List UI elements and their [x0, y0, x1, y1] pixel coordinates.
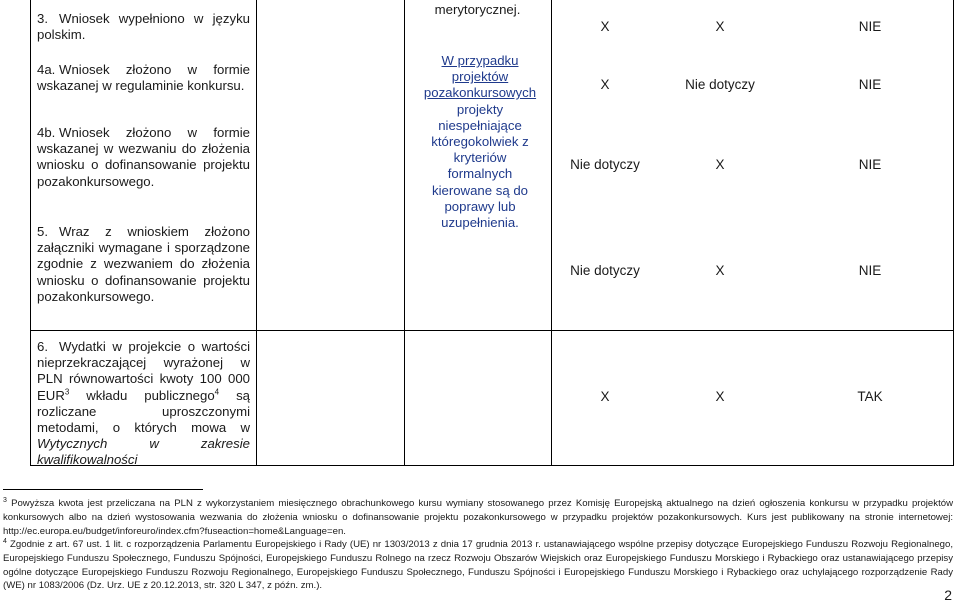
footnote-text: Zgodnie z art. 67 ust. 1 lit. c rozporządzenia Parlamentu Europejskiego i Rady (UE) nr 1303/2013 z dnia 17 grudnia 2013 r. ustanawiającego wspólne przepisy dotyczące Europejskiego Funduszu Rozwoju Regionalnego, Europejskiego Funduszu Społecznego, Funduszu Spójności, Europejskiego Funduszu Rolnego na rzecz Rozwoju Obszarów Wiejskich oraz Europejskiego Funduszu Morskiego i Rybackiego oraz ustanawiającego przepisy ogólne dotyczące Europejskiego Funduszu Rozwoju Regionalnego, Europejskiego Funduszu Społecznego, Funduszu Spójności i Europejskiego Funduszu Morskiego i Rybackiego oraz uchylającego rozporządzenie Rady (WE) nr 1083/2006 (Dz. Urz. UE z 20.12.2013, str. 320 L 347, z późn. zm.).: [3, 539, 953, 592]
row-6-col4: TAK: [857, 389, 883, 404]
row-4b-col4: NIE: [858, 157, 882, 172]
criterion-text: Wraz z wnioskiem złożono załączniki wymagane i sporządzone zgodnie z wezwaniem do złożenia wniosku o dofinansowanie projektu pozakonkursowego.: [37, 224, 250, 304]
criterion-text: Wniosek wypełniono w języku polskim.: [37, 11, 250, 43]
footnote-number: 3: [3, 496, 7, 504]
criterion-text: Wniosek złożono w formie wskazanej w wezwaniu do złożenia wniosku o dofinansowanie projektu pozakonkursowego.: [37, 125, 250, 189]
row-4a-col4: NIE: [858, 77, 882, 92]
row-6-col2: X: [600, 389, 610, 404]
criterion-text: Wydatki w projekcie o wartości nieprzekraczającej wyrażonej w PLN równowartości kwoty 100 000 EUR: [37, 339, 250, 403]
footnote-ref-4: 4: [214, 387, 220, 397]
table-border-col2: [404, 0, 405, 466]
criterion-number: 3.: [37, 11, 48, 26]
row-4b-col3: X: [715, 157, 725, 172]
row-3-col4: NIE: [858, 19, 882, 34]
row-6-col3: X: [715, 389, 725, 404]
pozakonkursowe-note: [420, 53, 540, 231]
criterion-3: [37, 11, 250, 43]
row-5-col2: Nie dotyczy: [570, 263, 640, 278]
page-number: 2: [944, 587, 952, 603]
row-4a-col2: X: [600, 77, 610, 92]
row-4a-col3: Nie dotyczy: [685, 77, 755, 92]
criterion-text: Wniosek złożono w formie wskazanej w regulaminie konkursu.: [37, 62, 250, 94]
row-4b-col2: Nie dotyczy: [570, 157, 640, 172]
criterion-text-after: są rozliczane uproszczonymi metodami, o których mowa w: [37, 387, 250, 436]
table-border-right: [953, 0, 954, 466]
criterion-text-mid: wkładu publicznego: [69, 387, 215, 403]
criterion-number: 4a.: [37, 62, 56, 77]
table-border-col1: [256, 0, 257, 466]
criterion-4b: [37, 125, 250, 190]
criterion-number: 4b.: [37, 125, 56, 140]
row-3-col2: X: [600, 19, 610, 34]
criterion-6: [37, 339, 250, 469]
note-text: projekty niespełniające któregokolwiek z kryteriów formalnych kierowane są do poprawy lub uzupełnienia.: [431, 101, 529, 231]
criterion-4a: [37, 62, 250, 94]
continuation-text: merytorycznej.: [434, 2, 521, 17]
criterion-number: 5.: [37, 224, 48, 239]
criterion-number: 6.: [37, 339, 48, 354]
criterion-5: [37, 224, 250, 305]
footnote-4: [3, 538, 953, 593]
footnote-3: [3, 497, 953, 538]
footnote-ref-3: 3: [64, 387, 70, 397]
table-border-left: [30, 0, 31, 466]
footnote-text: Powyższa kwota jest przeliczana na PLN z wykorzystaniem miesięcznego obrachunkowego kursu wymiany stosowanego przez Komisję Europejską aktualnego na dzień ogłoszenia konkursu w przypadku projektów konkursowych albo na dzień wystosowania wezwania do złożenia wniosku o dofinansowanie projektu pozakonkursowego w przypadku projektów pozakonkursowych. Kurs jest publikowany na stronie internetowej: http://ec.europa.eu/budget/inforeuro/index.cfm?fuseaction=home&Language=en.: [3, 498, 953, 537]
footnote-separator: [3, 489, 203, 490]
row-5-col3: X: [715, 263, 725, 278]
criterion-text-italic: Wytycznych w zakresie kwalifikowalności: [37, 436, 250, 468]
footnote-number: 4: [3, 537, 7, 545]
row-5-col4: NIE: [858, 263, 882, 278]
row-3-col3: X: [715, 19, 725, 34]
table-row-divider: [30, 330, 954, 331]
note-underlined: W przypadku projektów pozakonkursowych: [423, 53, 537, 101]
